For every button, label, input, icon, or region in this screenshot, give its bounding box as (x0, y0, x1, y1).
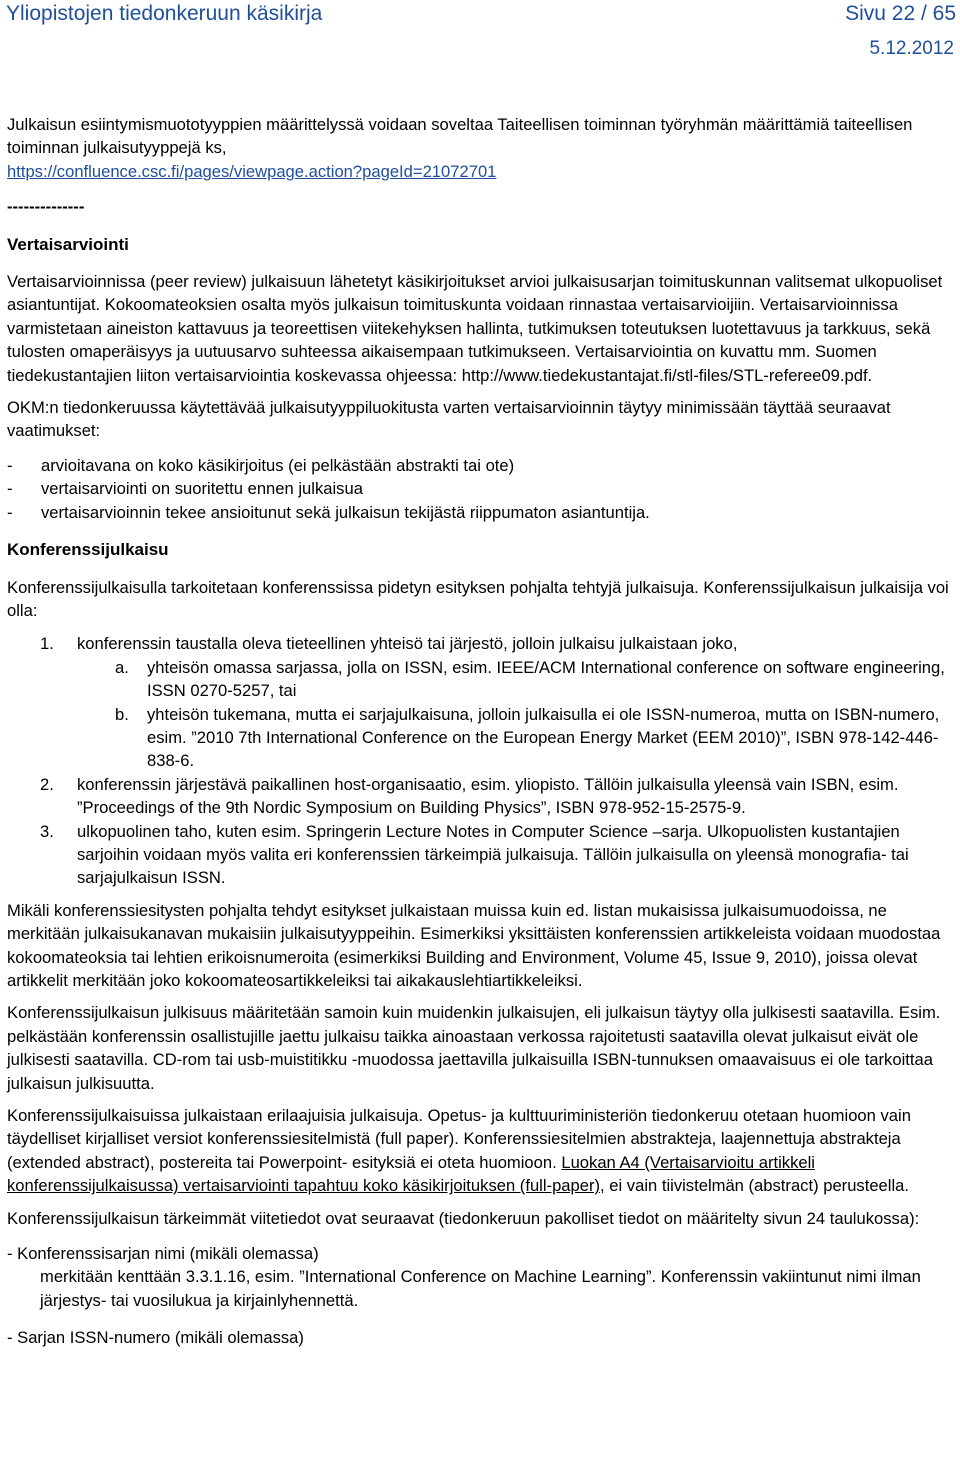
para4-text-start: Konferenssijulkaisuissa julkaistaan erilaajuisia julkaisuja. Opetus- ja kulttuuriministeriön tiedonkeruu otetaan huomioon vain täydelliset kirjalliset versiot konferenssiesitelmistä (full paper). Konferenssiesitelmien abstrakteja, laajennettuja abstrakteja (extended abstract), postereita tai Powerpoint- esityksiä ei oteta huomioon. (7, 1106, 911, 1172)
requirement-text: vertaisarvioinnin tekee ansioitunut sekä julkaisun tekijästä riippumaton asiantuntija. (41, 502, 650, 522)
publisher-item-1b: yhteisön tukemana, mutta ei sarjajulkaisuna, jolloin julkaisulla ei ole ISSN-numeroa, mutta on ISBN-numero, esim. ”2010 7th International Conference on the European Energy Market (EEM 2010)”, ISBN 978-142-446-838-6. (147, 704, 940, 771)
section-heading-vertaisarviointi: Vertaisarviointi (7, 234, 129, 254)
konferenssi-paragraph-2: Mikäli konferenssiesitysten pohjalta tehdyt esitykset julkaistaan muissa kuin ed. listan mukaisissa julkaisumuodoissa, ne merkitään julkaisukanavan mukaisiin julkaisutyyppeihin. Esimerkiksi yksittäisten konferenssien artikkeleista voidaan muodostaa kokoomateoksia tai lehtien erikoisnumeroita (esimerkiksi Building and Environment, Volume 45, Issue 9, 2010), joissa olevat artikkelit merkitään joko kokoomateosartikkeleiksi tai aikakauslehtiartikkeleiksi. (7, 900, 941, 990)
field-title-issn: - Sarjan ISSN-numero (mikäli olemassa) (7, 1328, 304, 1348)
list-item: 3. ulkopuolinen taho, kuten esim. Springerin Lecture Notes in Computer Science –sarja. Ulkopuolisten kustantajien sarjoihin voidaan myös valita eri konferenssien tärkeimpiä julkaisuja. Tällöin julkaisulla on yleensä monografia- tai sarjajulkaisun ISSN. (40, 821, 909, 888)
requirement-text: vertaisarviointi on suoritettu ennen julkaisua (41, 479, 363, 499)
intro-paragraph (7, 113, 951, 183)
publisher-item-1a: yhteisön omassa sarjassa, jolla on ISSN, esim. IEEE/ACM International conference on software engineering, ISSN 0270-5257, tai (147, 657, 945, 701)
requirements-list (7, 454, 951, 524)
page-content (7, 113, 951, 1350)
list-item: - arvioitavana on koko käsikirjoitus (ei pelkästään abstrakti tai ote) (7, 455, 515, 475)
field-block-1 (7, 1242, 951, 1312)
para4-text-end: ei vain tiivistelmän (abstract) perusteella. (604, 1176, 909, 1196)
publisher-item-1: konferenssin taustalla oleva tieteellinen yhteisö tai järjestö, jolloin julkaisu julkaistaan joko, (77, 634, 738, 654)
page-number: Sivu 22 / 65 (845, 2, 956, 25)
page-header (6, 2, 958, 59)
konferenssi-paragraph-1: Konferenssijulkaisulla tarkoitetaan konferenssissa pidetyn esityksen pohjalta tehtyjä julkaisuja. Konferenssijulkaisun julkaisija voi olla: (7, 577, 949, 620)
konferenssi-paragraph-4 (7, 1104, 951, 1198)
vertaisarviointi-paragraph-2: OKM:n tiedonkeruussa käytettävää julkaisutyyppiluokitusta varten vertaisarvioinnin täytyy minimissään täyttää seuraavat vaatimukset: (7, 398, 891, 441)
list-item: - vertaisarviointi on suoritettu ennen julkaisua (7, 479, 363, 499)
list-item: b. yhteisön tukemana, mutta ei sarjajulkaisuna, jolloin julkaisulla ei ole ISSN-numeroa, mutta on ISBN-numero, esim. ”2010 7th International Conference on the European Energy Market (EEM 2010)”, ISBN 978-142-446-838-6. (115, 704, 940, 771)
document-date: 5.12.2012 (869, 38, 954, 59)
publisher-item-2: konferenssin järjestävä paikallinen host-organisaatio, esim. yliopisto. Tällöin julkaisulla yleensä vain ISBN, esim. ”Proceedings of the 9th Nordic Symposium on Building Physics”, ISBN 978-952-15-2575-9. (77, 774, 899, 818)
publisher-list (7, 632, 951, 889)
list-item: a. yhteisön omassa sarjassa, jolla on ISSN, esim. IEEE/ACM International conference on software engineering, ISSN 0270-5257, tai (115, 657, 945, 701)
konferenssi-paragraph-5: Konferenssijulkaisun tärkeimmät viitetiedot ovat seuraavat (tiedonkeruun pakolliset tiedot on määritelty sivun 24 taulukossa): (7, 1208, 920, 1228)
separator: -------------- (7, 197, 85, 217)
list-item: - vertaisarvioinnin tekee ansioitunut sekä julkaisun tekijästä riippumaton asiantuntija. (7, 502, 650, 522)
list-item: 1. konferenssin taustalla oleva tieteellinen yhteisö tai järjestö, jolloin julkaisu julkaistaan joko, (40, 634, 738, 654)
requirement-text: arvioitavana on koko käsikirjoitus (ei pelkästään abstrakti tai ote) (41, 455, 515, 475)
konferenssi-paragraph-3: Konferenssijulkaisun julkisuus määritetään samoin kuin muidenkin julkaisujen, eli julkaisun täytyy olla julkisesti saatavilla. Esim. pelkästään konferenssin osallistujille jaettu julkaisu taikka ainoastaan verkossa rajoitetusti saatavilla olevat julkaisut eivät ole julkisesti saatavilla. CD-rom tai usb-muistitikku -muodossa jaettavilla julkaisuilla ISBN-tunnuksen omaavaisuus ei ole tarkoittaa julkaisun julkisuutta. (7, 1003, 941, 1093)
publisher-item-3: ulkopuolinen taho, kuten esim. Springerin Lecture Notes in Computer Science –sarja. Ulkopuolisten kustantajien sarjoihin voidaan myös valita eri konferenssien tärkeimpiä julkaisuja. Tällöin julkaisulla on yleensä monografia- tai sarjajulkaisun ISSN. (77, 821, 909, 888)
field-description-series-name: merkitään kenttään 3.3.1.16, esim. ”International Conference on Machine Learning”. Konferenssin vakiintunut nimi ilman järjestys- tai vuosilukua ja kirjainlyhennettä. (40, 1267, 921, 1310)
para4-underlined-text: Luokan A4 (Vertaisarvioitu artikkeli konferenssijulkaisussa) vertaisarviointi tapahtuu koko käsikirjoituksen (full-paper), (7, 1152, 815, 1196)
vertaisarviointi-paragraph-1: Vertaisarvioinnissa (peer review) julkaisuun lähetetyt käsikirjoitukset arvioi julkaisusarjan toimituskunnan valitsemat ulkopuoliset asiantuntijat. Kokoomateoksien osalta myös julkaisun toimituskunta voidaan rinnastaa vertaisarvioijiin. Vertaisarvioinnissa varmistetaan aineiston kattavuus ja teoreettisen viitekehyksen hallinta, tutkimuksen toteutuksen luotettavuus ja tarkkuus, sekä tulosten omaperäisyys ja uutuusarvo suhteessa aikaisempaan tutkimukseen. Vertaisarviointia on kuvattu mm. Suomen tiedekustantajien liiton vertaisarviointia koskevassa ohjeessa: http://www.tiedekustantajat.fi/stl-files/STL-referee09.pdf. (7, 272, 943, 385)
intro-text: Julkaisun esiintymismuototyyppien määrittelyssä voidaan soveltaa Taiteellisen toiminnan työryhmän määrittämiä taiteellisen toiminnan julkaisutyyppejä ks, (7, 115, 913, 158)
confluence-link[interactable]: https://confluence.csc.fi/pages/viewpage.action?pageId=21072701 (7, 161, 497, 181)
document-title: Yliopistojen tiedonkeruun käsikirja (6, 2, 323, 25)
field-title-series-name: - Konferenssisarjan nimi (mikäli olemassa) (7, 1244, 319, 1264)
list-item: 2. konferenssin järjestävä paikallinen host-organisaatio, esim. yliopisto. Tällöin julkaisulla yleensä vain ISBN, esim. ”Proceedings of the 9th Nordic Symposium on Building Physics”, ISBN 978-952-15-2575-9. (40, 774, 899, 818)
section-heading-konferenssijulkaisu: Konferenssijulkaisu (7, 540, 169, 560)
